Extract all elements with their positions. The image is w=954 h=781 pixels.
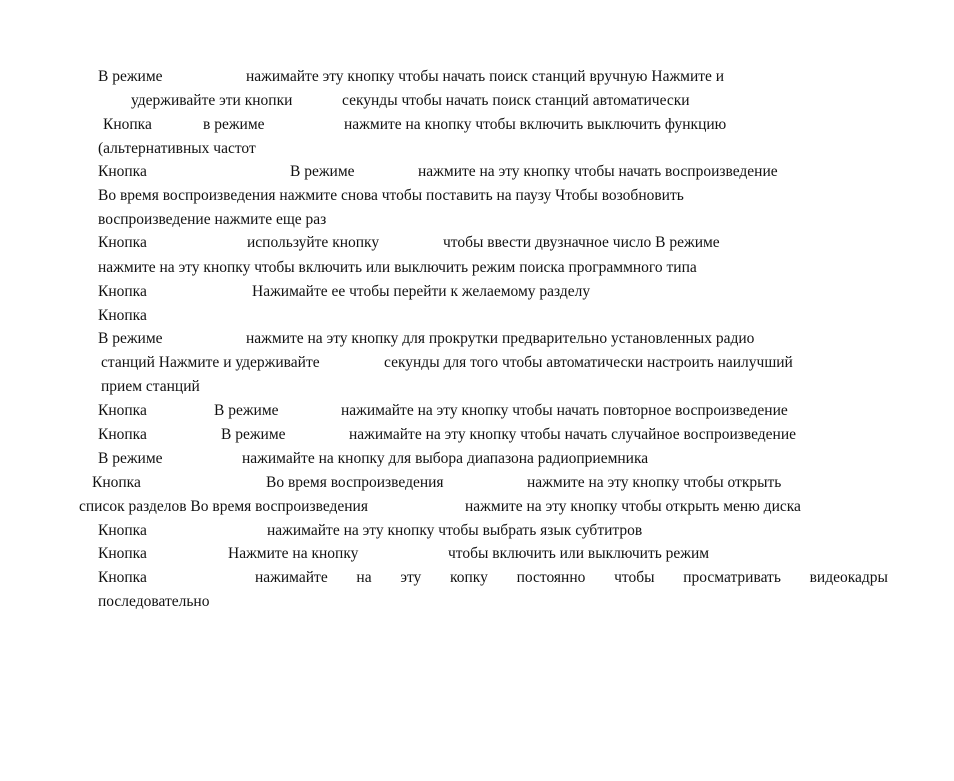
text-segment: нажимайте на эту кнопку чтобы начать случайное воспроизведение <box>349 426 797 443</box>
text-segment: список разделов Во время воспроизведения <box>79 498 368 515</box>
text-segment: нажмите на кнопку чтобы включить выключить функцию <box>344 116 727 133</box>
text-segment: нажмите на эту кнопку чтобы начать воспроизведение <box>418 163 778 180</box>
text-segment: Кнопка <box>98 163 147 180</box>
text-segment: Кнопка <box>98 307 147 324</box>
text-segment: Во время воспроизведения нажмите снова чтобы поставить на паузу Чтобы возобновить <box>98 187 684 204</box>
text-segment: Кнопка <box>98 402 147 419</box>
text-word: на <box>356 569 372 586</box>
text-segment: Кнопка <box>98 234 147 251</box>
text-word: видеокадры <box>809 569 888 586</box>
text-segment: чтобы включить или выключить режим <box>448 545 710 562</box>
text-segment: нажимайте на эту кнопку чтобы выбрать язык субтитров <box>267 522 643 539</box>
text-segment: Нажмите на кнопку <box>228 545 359 562</box>
text-segment: (альтернативных частот <box>98 140 256 157</box>
text-segment: Кнопка <box>103 116 152 133</box>
text-segment: В режиме <box>214 402 279 419</box>
justified-segment <box>255 567 888 589</box>
text-segment: нажмите на эту кнопку чтобы открыть <box>527 474 782 491</box>
text-segment: Кнопка <box>98 283 147 300</box>
text-word: эту <box>400 569 422 586</box>
text-segment: Нажимайте ее чтобы перейти к желаемому разделу <box>252 283 591 300</box>
text-segment: воспроизведение нажмите еще раз <box>98 211 327 228</box>
text-word: чтобы <box>614 569 655 586</box>
text-segment: Во время воспроизведения <box>266 474 444 491</box>
text-segment: В режиме <box>98 68 163 85</box>
text-word: копку <box>450 569 488 586</box>
text-segment: нажимайте эту кнопку чтобы начать поиск станций вручную Нажмите и <box>246 68 725 85</box>
text-segment: секунды для того чтобы автоматически настроить наилучший <box>384 354 793 371</box>
text-segment: Кнопка <box>98 426 147 443</box>
text-word: постоянно <box>516 569 586 586</box>
text-segment: В режиме <box>98 330 163 347</box>
text-segment: нажмите на эту кнопку чтобы включить или выключить режим поиска программного типа <box>98 259 697 276</box>
text-segment: последовательно <box>98 593 210 610</box>
text-segment: нажмите на эту кнопку чтобы открыть меню диска <box>465 498 801 515</box>
text-segment: удерживайте эти кнопки <box>131 92 293 109</box>
text-segment: нажимайте на кнопку для выбора диапазона радиоприемника <box>242 450 649 467</box>
text-segment: Кнопка <box>98 522 147 539</box>
text-segment: в режиме <box>203 116 265 133</box>
text-word: нажимайте <box>255 569 328 586</box>
text-word: просматривать <box>683 569 781 586</box>
text-segment: чтобы ввести двузначное число В режиме <box>443 234 720 251</box>
text-segment: секунды чтобы начать поиск станций автоматически <box>342 92 690 109</box>
text-segment: нажмите на эту кнопку для прокрутки предварительно установленных радио <box>246 330 755 347</box>
text-segment: Кнопка <box>92 474 141 491</box>
text-segment: Кнопка <box>98 545 147 562</box>
text-segment: используйте кнопку <box>247 234 380 251</box>
text-segment: станций Нажмите и удерживайте <box>101 354 320 371</box>
text-segment: Кнопка <box>98 569 147 586</box>
text-segment: нажимайте на эту кнопку чтобы начать повторное воспроизведение <box>341 402 788 419</box>
text-segment: В режиме <box>98 450 163 467</box>
text-segment: В режиме <box>290 163 355 180</box>
text-segment: В режиме <box>221 426 286 443</box>
text-segment: прием станций <box>101 378 200 395</box>
